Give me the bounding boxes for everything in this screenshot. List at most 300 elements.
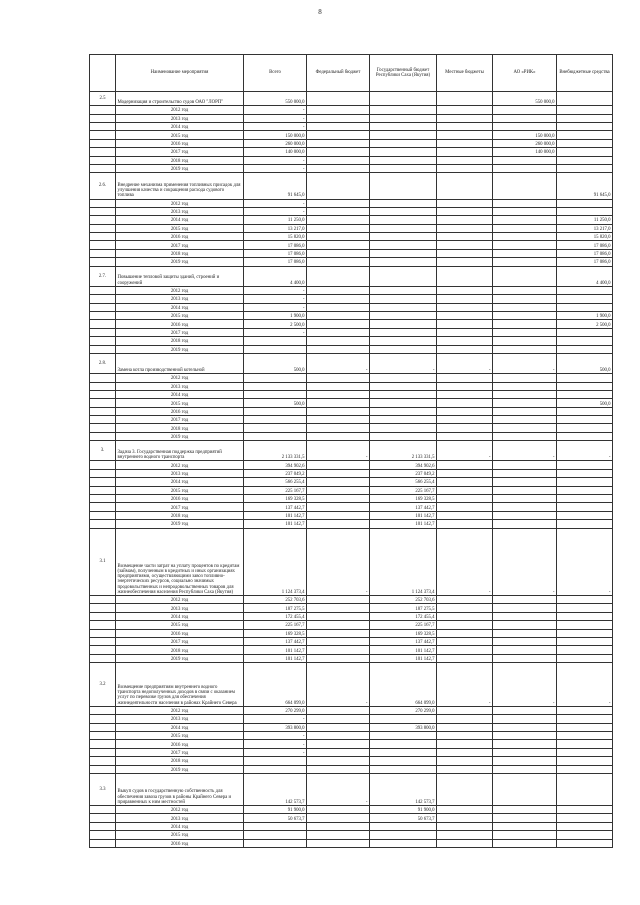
cell-federal <box>307 165 370 173</box>
row-number <box>90 156 116 164</box>
table-row-year <box>90 156 613 164</box>
cell-extra <box>557 706 613 714</box>
cell-total: 225 167,7 <box>244 486 307 494</box>
cell-extra <box>557 503 613 511</box>
row-number: 3.2 <box>90 663 116 707</box>
table-row-year <box>90 478 613 486</box>
row-number <box>90 216 116 224</box>
row-name: 2018 год <box>116 156 244 164</box>
cell-rik <box>493 654 557 662</box>
cell-extra <box>557 461 613 469</box>
table-row-measure <box>90 353 613 373</box>
cell-federal <box>307 715 370 723</box>
cell-total: 137 442,7 <box>244 503 307 511</box>
row-number: 2.5 <box>90 92 116 106</box>
cell-total: 140 000,0 <box>244 148 307 156</box>
cell-rik <box>493 424 557 432</box>
cell-total: 13 217,0 <box>244 224 307 232</box>
cell-rik <box>493 312 557 320</box>
cell-extra <box>557 822 613 830</box>
row-number <box>90 416 116 424</box>
row-number <box>90 249 116 257</box>
cell-total <box>244 831 307 839</box>
cell-local <box>437 216 493 224</box>
cell-rik <box>493 469 557 477</box>
row-name: Замена котла производственной котельной <box>116 353 244 373</box>
cell-federal <box>307 199 370 207</box>
cell-rik: 140 000,0 <box>493 148 557 156</box>
cell-extra <box>557 814 613 822</box>
table-row-year <box>90 123 613 131</box>
cell-republic: 225 167,7 <box>370 486 437 494</box>
header-name: Наименование мероприятия <box>116 55 244 92</box>
row-name: 2013 год <box>116 715 244 723</box>
cell-republic: 187 275,5 <box>370 604 437 612</box>
table-row-measure <box>90 774 613 806</box>
cell-total <box>244 822 307 830</box>
cell-local <box>437 399 493 407</box>
cell-total: 664 099,0 <box>244 663 307 707</box>
cell-local <box>437 503 493 511</box>
cell-rik <box>493 629 557 637</box>
row-number <box>90 757 116 765</box>
cell-federal <box>307 765 370 773</box>
row-number <box>90 839 116 847</box>
cell-extra: 2 500,0 <box>557 320 613 328</box>
cell-total <box>244 374 307 382</box>
cell-extra <box>557 629 613 637</box>
cell-total: - <box>244 732 307 740</box>
cell-republic <box>370 233 437 241</box>
cell-rik: 260 000,0 <box>493 139 557 147</box>
cell-federal <box>307 320 370 328</box>
cell-federal <box>307 328 370 336</box>
cell-federal <box>307 207 370 215</box>
cell-federal <box>307 469 370 477</box>
row-number <box>90 424 116 432</box>
table-row-year <box>90 495 613 503</box>
table-row-measure <box>90 173 613 199</box>
cell-extra <box>557 148 613 156</box>
row-number <box>90 646 116 654</box>
row-number <box>90 312 116 320</box>
cell-local <box>437 249 493 257</box>
table-row-year <box>90 511 613 519</box>
cell-total: 393 800,0 <box>244 723 307 731</box>
cell-republic: - <box>370 353 437 373</box>
row-name: 2012 год <box>116 199 244 207</box>
cell-total <box>244 337 307 345</box>
cell-total: 101 142,7 <box>244 511 307 519</box>
row-number: 3. <box>90 441 116 461</box>
cell-total <box>244 424 307 432</box>
cell-federal <box>307 595 370 603</box>
row-name: 2017 год <box>116 148 244 156</box>
cell-extra: 11 250,0 <box>557 216 613 224</box>
cell-republic <box>370 258 437 266</box>
cell-total: - <box>244 156 307 164</box>
table-row-year <box>90 748 613 756</box>
row-name: 2019 год <box>116 520 244 528</box>
table-row-year <box>90 303 613 311</box>
cell-total: 225 167,7 <box>244 621 307 629</box>
header-number-cell <box>90 55 116 92</box>
cell-local <box>437 295 493 303</box>
cell-federal <box>307 461 370 469</box>
table-row-year <box>90 224 613 232</box>
cell-rik: - <box>493 353 557 373</box>
row-name: 2017 год <box>116 241 244 249</box>
cell-rik <box>493 715 557 723</box>
row-name: 2016 год <box>116 233 244 241</box>
cell-republic: 50 673,7 <box>370 814 437 822</box>
cell-federal <box>307 654 370 662</box>
table-row-year <box>90 139 613 147</box>
cell-rik: - <box>493 528 557 595</box>
cell-republic: 252 703,6 <box>370 595 437 603</box>
row-name: 2015 год <box>116 399 244 407</box>
cell-extra <box>557 831 613 839</box>
row-number <box>90 511 116 519</box>
table-row-measure <box>90 266 613 286</box>
table-row-year <box>90 241 613 249</box>
cell-extra <box>557 345 613 353</box>
table-row-year <box>90 715 613 723</box>
cell-federal <box>307 407 370 415</box>
row-name: 2018 год <box>116 337 244 345</box>
cell-total: 11 250,0 <box>244 216 307 224</box>
cell-republic: 101 142,7 <box>370 654 437 662</box>
cell-rik <box>493 328 557 336</box>
row-number <box>90 320 116 328</box>
cell-extra <box>557 723 613 731</box>
row-name: Модернизация и строительство судов ОАО "ЛОРП" <box>116 92 244 106</box>
cell-republic: 101 142,7 <box>370 520 437 528</box>
cell-local: - <box>437 528 493 595</box>
cell-republic: 237 049,2 <box>370 469 437 477</box>
cell-rik <box>493 295 557 303</box>
header-local: Местные бюджеты <box>437 55 493 92</box>
cell-total: 500,0 <box>244 399 307 407</box>
cell-extra <box>557 407 613 415</box>
cell-local <box>437 320 493 328</box>
row-name: 2016 год <box>116 407 244 415</box>
cell-extra <box>557 374 613 382</box>
row-name: 2014 год <box>116 216 244 224</box>
table-row-year <box>90 286 613 294</box>
row-number <box>90 131 116 139</box>
row-name: 2013 год <box>116 295 244 303</box>
cell-rik <box>493 199 557 207</box>
cell-total: 15 820,0 <box>244 233 307 241</box>
cell-rik <box>493 706 557 714</box>
cell-extra: 91 645,0 <box>557 173 613 199</box>
cell-local <box>437 303 493 311</box>
cell-local <box>437 148 493 156</box>
cell-local <box>437 390 493 398</box>
cell-rik: - <box>493 663 557 707</box>
cell-extra <box>557 595 613 603</box>
row-name: 2015 год <box>116 831 244 839</box>
row-name: 2012 год <box>116 286 244 294</box>
cell-republic <box>370 740 437 748</box>
row-name: 2014 год <box>116 123 244 131</box>
cell-rik <box>493 390 557 398</box>
row-number <box>90 399 116 407</box>
cell-republic <box>370 139 437 147</box>
cell-local <box>437 595 493 603</box>
cell-federal: - <box>307 441 370 461</box>
row-number <box>90 732 116 740</box>
cell-federal <box>307 416 370 424</box>
cell-extra <box>557 337 613 345</box>
row-number <box>90 822 116 830</box>
row-number <box>90 407 116 415</box>
cell-extra <box>557 654 613 662</box>
row-name: 2015 год <box>116 224 244 232</box>
cell-federal <box>307 345 370 353</box>
cell-republic <box>370 165 437 173</box>
cell-extra <box>557 165 613 173</box>
cell-republic <box>370 399 437 407</box>
cell-federal <box>307 312 370 320</box>
cell-total <box>244 765 307 773</box>
header-republic: Государственный бюджет Республики Саха (Якутия) <box>370 55 437 92</box>
cell-rik <box>493 345 557 353</box>
row-name: 2015 год <box>116 732 244 740</box>
row-name: 2017 год <box>116 416 244 424</box>
cell-federal <box>307 511 370 519</box>
cell-rik <box>493 224 557 232</box>
cell-total <box>244 390 307 398</box>
cell-republic <box>370 839 437 847</box>
cell-republic <box>370 123 437 131</box>
cell-extra <box>557 390 613 398</box>
cell-rik <box>493 106 557 114</box>
row-name: 2018 год <box>116 249 244 257</box>
cell-federal <box>307 831 370 839</box>
cell-federal <box>307 286 370 294</box>
cell-local <box>437 424 493 432</box>
cell-republic <box>370 416 437 424</box>
cell-republic <box>370 303 437 311</box>
row-name: 2017 год <box>116 503 244 511</box>
row-number <box>90 461 116 469</box>
cell-extra <box>557 131 613 139</box>
cell-total: 260 000,0 <box>244 139 307 147</box>
row-name: 2015 год <box>116 131 244 139</box>
cell-local <box>437 706 493 714</box>
cell-republic <box>370 173 437 199</box>
row-number <box>90 233 116 241</box>
cell-federal <box>307 303 370 311</box>
row-number: 2.7. <box>90 266 116 286</box>
row-number <box>90 478 116 486</box>
cell-total: 101 142,7 <box>244 654 307 662</box>
cell-republic <box>370 732 437 740</box>
cell-total: - <box>244 106 307 114</box>
cell-rik <box>493 646 557 654</box>
cell-rik <box>493 337 557 345</box>
cell-extra <box>557 139 613 147</box>
cell-federal: - <box>307 528 370 595</box>
cell-republic <box>370 374 437 382</box>
row-number <box>90 637 116 645</box>
cell-total: 500,0 <box>244 353 307 373</box>
cell-republic: 225 167,7 <box>370 621 437 629</box>
cell-extra <box>557 416 613 424</box>
cell-rik <box>493 723 557 731</box>
table-row-year <box>90 337 613 345</box>
cell-local <box>437 774 493 806</box>
program-funding-table <box>89 54 613 848</box>
cell-extra <box>557 478 613 486</box>
cell-federal <box>307 258 370 266</box>
cell-total: 101 142,7 <box>244 646 307 654</box>
cell-federal <box>307 432 370 440</box>
cell-rik <box>493 732 557 740</box>
cell-rik <box>493 831 557 839</box>
table-row-year <box>90 461 613 469</box>
row-name: 2012 год <box>116 106 244 114</box>
table-row-year <box>90 131 613 139</box>
cell-total <box>244 407 307 415</box>
cell-local <box>437 723 493 731</box>
cell-rik <box>493 233 557 241</box>
row-number <box>90 374 116 382</box>
table-row-year <box>90 765 613 773</box>
cell-rik <box>493 114 557 122</box>
cell-federal <box>307 173 370 199</box>
table-row-measure <box>90 663 613 707</box>
cell-local <box>437 486 493 494</box>
cell-total: 142 573,7 <box>244 774 307 806</box>
cell-republic <box>370 92 437 106</box>
cell-rik <box>493 173 557 199</box>
cell-total: 1 124 373,4 <box>244 528 307 595</box>
cell-rik <box>493 748 557 756</box>
cell-total: - <box>244 715 307 723</box>
cell-total <box>244 839 307 847</box>
cell-extra <box>557 612 613 620</box>
row-number <box>90 831 116 839</box>
cell-republic <box>370 757 437 765</box>
cell-federal <box>307 495 370 503</box>
cell-total: 169 328,5 <box>244 495 307 503</box>
row-number <box>90 390 116 398</box>
cell-republic <box>370 312 437 320</box>
cell-local: - <box>437 441 493 461</box>
cell-local <box>437 407 493 415</box>
row-name: 2019 год <box>116 165 244 173</box>
cell-total: 172 455,4 <box>244 612 307 620</box>
row-name: 2017 год <box>116 637 244 645</box>
cell-extra: 17 086,0 <box>557 249 613 257</box>
cell-republic <box>370 295 437 303</box>
cell-total <box>244 432 307 440</box>
cell-federal <box>307 757 370 765</box>
row-number <box>90 207 116 215</box>
cell-rik <box>493 604 557 612</box>
cell-total <box>244 416 307 424</box>
table-row-year <box>90 233 613 241</box>
cell-republic: 91 900,0 <box>370 806 437 814</box>
cell-total: - <box>244 748 307 756</box>
cell-total: - <box>244 165 307 173</box>
row-name: 2017 год <box>116 328 244 336</box>
table-row-measure <box>90 92 613 106</box>
row-name: 2018 год <box>116 511 244 519</box>
row-name: 2012 год <box>116 595 244 603</box>
table-row-year <box>90 486 613 494</box>
cell-local <box>437 416 493 424</box>
cell-total: 91 645,0 <box>244 173 307 199</box>
cell-federal <box>307 295 370 303</box>
cell-local <box>437 612 493 620</box>
row-number <box>90 328 116 336</box>
cell-extra <box>557 199 613 207</box>
row-number <box>90 469 116 477</box>
cell-total: 394 902,6 <box>244 461 307 469</box>
cell-rik <box>493 740 557 748</box>
table-row-year <box>90 757 613 765</box>
cell-republic <box>370 424 437 432</box>
cell-federal <box>307 374 370 382</box>
cell-extra <box>557 774 613 806</box>
cell-extra <box>557 424 613 432</box>
cell-federal <box>307 748 370 756</box>
table-row-year <box>90 822 613 830</box>
table-row-year <box>90 106 613 114</box>
cell-local <box>437 757 493 765</box>
table-row-year <box>90 148 613 156</box>
cell-local <box>437 520 493 528</box>
row-number <box>90 520 116 528</box>
table-row-year <box>90 216 613 224</box>
cell-extra <box>557 732 613 740</box>
cell-extra <box>557 106 613 114</box>
cell-republic <box>370 432 437 440</box>
row-number <box>90 295 116 303</box>
row-number <box>90 345 116 353</box>
cell-total: 101 142,7 <box>244 520 307 528</box>
cell-total: - <box>244 199 307 207</box>
cell-total: 17 086,0 <box>244 249 307 257</box>
row-number <box>90 814 116 822</box>
row-name: 2014 год <box>116 303 244 311</box>
table-row-year <box>90 503 613 511</box>
cell-federal <box>307 478 370 486</box>
cell-rik <box>493 407 557 415</box>
cell-total: 17 086,0 <box>244 241 307 249</box>
row-number <box>90 654 116 662</box>
table-row-measure <box>90 441 613 461</box>
table-row-year <box>90 114 613 122</box>
row-name: Задача 3. Государственная поддержка предприятий внутреннего водного транспорта <box>116 441 244 461</box>
row-number <box>90 123 116 131</box>
cell-local <box>437 629 493 637</box>
cell-federal <box>307 337 370 345</box>
row-number <box>90 139 116 147</box>
table-row-year <box>90 416 613 424</box>
cell-extra: 500,0 <box>557 399 613 407</box>
cell-federal <box>307 382 370 390</box>
cell-extra <box>557 637 613 645</box>
row-name: 2018 год <box>116 646 244 654</box>
cell-federal <box>307 131 370 139</box>
cell-republic: 172 455,4 <box>370 612 437 620</box>
cell-rik <box>493 765 557 773</box>
